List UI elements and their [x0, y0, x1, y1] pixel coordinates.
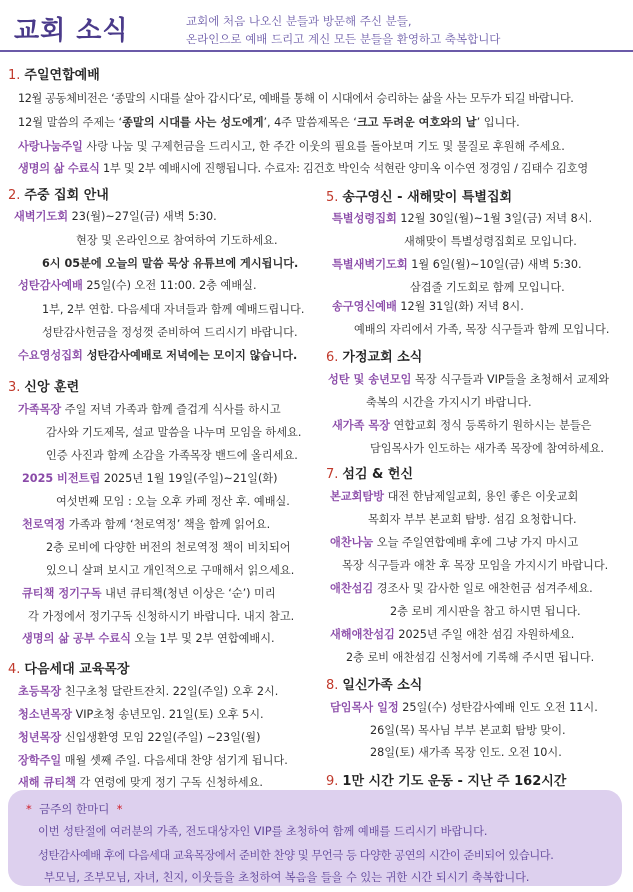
- s2-dawn-prayer: 새벽기도회 23(월)~27일(금) 새벽 5:30.: [14, 210, 217, 223]
- section-3-heading: 3. 신앙 훈련: [8, 380, 80, 395]
- s5-special-line-2: 새해맞이 특별성령집회로 모입니다.: [404, 235, 577, 248]
- s6-christmas-gathering: 성탄 및 송년모임 목장 식구들과 VIP들을 초청해서 교제와: [328, 373, 610, 386]
- s8-pastor-schedule: 담임목사 일정 25일(수) 성탄감사예배 인도 오전 11시.: [330, 701, 598, 714]
- welcome-line-2: 온라인으로 예배 드리고 계신 모든 분들을 환영하고 축복합니다: [186, 32, 501, 46]
- s7-new-year-meal: 새해애찬섬김 2025년 주일 애찬 섬김 자원하세요.: [330, 628, 575, 641]
- page-title: 교회 소식: [14, 16, 129, 46]
- s1-line-4: 생명의 삶 수료식 1부 및 2부 예배시에 진행됩니다. 수료자: 김건호 박인숙 석현란 양미옥 이수연 정경임 / 김태수 김호영: [18, 162, 588, 175]
- s7-meal-line-2: 목장 식구들과 애찬 후 목장 모임을 가지시기 바랍니다.: [342, 559, 609, 572]
- s2-christmas-service: 성탄감사예배 25일(수) 오전 11:00. 2층 예배실.: [18, 279, 257, 292]
- weekly-word-title: * 금주의 한마디 *: [26, 802, 123, 816]
- s4-scholarship: 장학주일 매월 셋째 주일. 다음세대 찬양 섬기게 됩니다.: [18, 754, 288, 767]
- s1-line-2: 12월 말씀의 주제는 ‘종말의 시대를 사는 성도에게’, 4주 말씀제목은 ‘크고 두려운 여호와의 날’ 입니다.: [18, 116, 520, 129]
- section-7-heading: 7. 섬김 & 헌신: [326, 467, 414, 482]
- s2-wednesday-service: 수요영성집회 성탄감사예배로 저녁에는 모이지 않습니다.: [18, 349, 298, 362]
- s5-new-year-line-2: 예배의 자리에서 가족, 목장 식구들과 함께 모입니다.: [354, 323, 610, 336]
- weekly-word-line-1: 이번 성탄절에 여러분의 가족, 전도대상자인 VIP를 초청하여 함께 예배를 드리시기 바랍니다.: [38, 825, 488, 838]
- section-4-heading: 4. 다음세대 교육목장: [8, 662, 130, 677]
- s7-visit-line-2: 목회자 부부 본교회 탐방. 섬김 요청합니다.: [368, 513, 577, 526]
- section-9-heading: 9. 1만 시간 기도 운동 - 지난 주 162시간: [326, 774, 567, 789]
- s5-dawn-special: 특별새벽기도회 1월 6일(월)~10일(금) 새벽 5:30.: [332, 258, 582, 271]
- s7-fellowship-meal: 애찬나눔 오늘 주일연합예배 후에 그냥 가지 마시고: [330, 536, 579, 549]
- s2-christmas-line-3: 성탄감사헌금을 정성껏 준비하여 드리시기 바랍니다.: [42, 326, 298, 339]
- section-5-heading: 5. 송구영신 - 새해맞이 특별집회: [326, 190, 513, 205]
- s5-dawn-line-2: 삼겹줄 기도회로 함께 모입니다.: [410, 281, 565, 294]
- welcome-line-1: 교회에 처음 나오신 분들과 방문해 주신 분들,: [186, 14, 412, 28]
- s3-pilgrims-line-3: 있으니 살펴 보시고 개인적으로 구매해서 읽으세요.: [46, 564, 295, 577]
- s4-new-year-qt: 새해 큐티책 각 연령에 맞게 정기 구독 신청하세요.: [18, 776, 263, 789]
- s3-qt-line-2: 각 가정에서 정기구독 신청하시기 바랍니다. 내지 참고.: [28, 610, 295, 623]
- section-6-heading: 6. 가정교회 소식: [326, 350, 423, 365]
- s3-family-line-3: 인증 사진과 함께 소감을 가족목장 밴드에 올리세요.: [46, 449, 298, 462]
- s3-family-group: 가족목장 주일 저녁 가족과 함께 즐겁게 식사를 하시고: [18, 403, 281, 416]
- s4-youth: 청소년목장 VIP초청 송년모임. 21일(토) 오후 5시.: [18, 708, 264, 721]
- s7-church-visit: 본교회탐방 대전 한남제일교회, 용인 좋은 이웃교회: [330, 490, 579, 503]
- s3-life-study: 생명의 삶 공부 수료식 오늘 1부 및 2부 연합예배시.: [22, 632, 275, 645]
- s2-dawn-line-2: 현장 및 온라인으로 참여하여 기도하세요.: [76, 234, 278, 247]
- section-1-heading: 1. 주일연합예배: [8, 68, 100, 83]
- weekly-word-line-3: 부모님, 조부모님, 자녀, 친지, 이웃들을 초청하여 복음을 들을 수 있는 귀한 시간 되시기 축복합니다.: [44, 871, 530, 884]
- s3-pilgrims-line-2: 2층 로비에 다양한 버전의 천로역정 책이 비치되어: [46, 541, 291, 554]
- s8-schedule-line-3: 28일(토) 새가족 목장 인도. 오전 10시.: [370, 746, 562, 759]
- s2-christmas-line-2: 1부, 2부 연합. 다음세대 자녀들과 함께 예배드립니다.: [42, 303, 305, 316]
- s6-newcomer-line-2: 담임목사가 인도하는 새가족 목장에 참여하세요.: [370, 442, 604, 455]
- s5-new-year-service: 송구영신예배 12월 31일(화) 저녁 8시.: [332, 300, 524, 313]
- s5-special-meeting: 특별성령집회 12월 30일(월)~1월 3일(금) 저녁 8시.: [332, 212, 593, 225]
- s1-line-3: 사랑나눔주일 사랑 나눔 및 구제헌금을 드리시고, 한 주간 이웃의 필요를 돌아보며 기도 및 물질로 후원해 주세요.: [18, 140, 565, 153]
- header-divider: [0, 50, 633, 52]
- s3-vision-trip: 2025 비전트립 2025년 1월 19일(주일)~21일(화): [22, 472, 278, 485]
- s4-elementary: 초등목장 친구초청 달란트잔치. 22일(주일) 오후 2시.: [18, 685, 279, 698]
- section-2-heading: 2. 주중 집회 안내: [8, 188, 109, 203]
- s6-christmas-line-2: 축복의 시간을 가지시기 바랍니다.: [366, 396, 532, 409]
- s6-newcomer-group: 새가족 목장 연합교회 정식 등록하기 원하시는 분들은: [332, 419, 592, 432]
- section-8-heading: 8. 일신가족 소식: [326, 678, 423, 693]
- weekly-word-line-2: 성탄감사예배 후에 다음세대 교육목장에서 준비한 찬양 및 무언극 등 다양한 공연의 시간이 준비되어 있습니다.: [38, 849, 554, 862]
- s8-schedule-line-2: 26일(목) 목사님 부부 본교회 탐방 맞이.: [370, 724, 566, 737]
- s3-pilgrims-progress: 천로역정 가족과 함께 ‘천로역정’ 책을 함께 읽어요.: [22, 518, 271, 531]
- s4-young-adult: 청년목장 신입생환영 모임 22일(주일) ~23일(월): [18, 731, 261, 744]
- s3-family-line-2: 감사와 기도제목, 설교 말씀을 나누며 모임을 하세요.: [46, 426, 302, 439]
- s7-meal-offering: 애찬섬김 경조사 및 감사한 일로 애찬헌금 섬겨주세요.: [330, 582, 593, 595]
- s2-dawn-line-3: 6시 05분에 오늘의 말씀 묵상 유튜브에 게시됩니다.: [42, 257, 299, 270]
- s1-line-1: 12월 공동체비전은 ‘종말의 시대를 살아 갑시다’로, 예배를 통해 이 시대에서 승리하는 삶을 사는 모두가 되길 바랍니다.: [18, 92, 574, 105]
- s3-vision-line-2: 여섯번째 모임 : 오늘 오후 카페 정산 후. 예배실.: [56, 495, 290, 508]
- s7-offering-line-2: 2층 로비 게시판을 참고 하시면 됩니다.: [390, 605, 581, 618]
- s7-new-year-meal-line-2: 2층 로비 애찬섬김 신청서에 기록해 주시면 됩니다.: [346, 651, 595, 664]
- s3-qt-subscription: 큐티책 정기구독 내년 큐티책(청년 이상은 ‘순’) 미리: [22, 587, 276, 600]
